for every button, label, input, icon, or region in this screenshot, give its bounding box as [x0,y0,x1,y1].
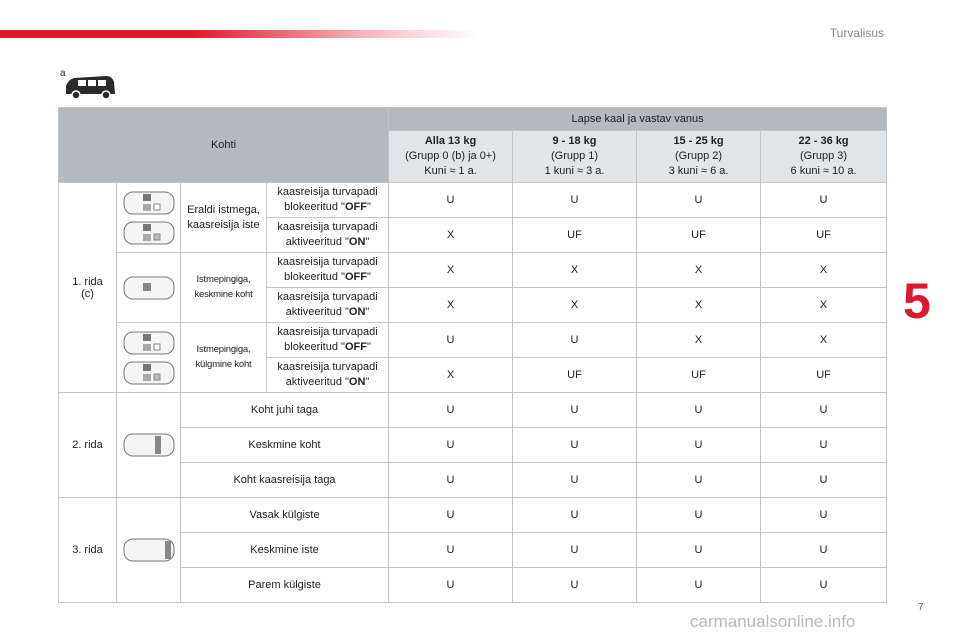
cell: X [389,253,513,288]
cell: U [513,183,637,218]
cell: U [761,183,887,218]
cell: U [761,428,887,463]
seat-label: Parem külgiste [181,568,389,603]
seat-label: Koht juhi taga [181,393,389,428]
seat-c-label: Istmepingiga, külgmine koht [181,323,267,393]
cell: U [513,568,637,603]
cell: X [637,323,761,358]
airbag-on-label: kaasreisija turvapadi aktiveeritud "ON" [267,358,389,393]
cell: U [389,323,513,358]
cell: UF [513,218,637,253]
cell: UF [637,358,761,393]
cell: U [637,428,761,463]
column-header-2: 15 - 25 kg (Grupp 2) 3 kuni ≈ 6 a. [637,131,761,183]
seat-label: Koht kaasreisija taga [181,463,389,498]
column-header-1: 9 - 18 kg (Grupp 1) 1 kuni ≈ 3 a. [513,131,637,183]
airbag-on-label: kaasreisija turvapadi aktiveeritud "ON" [267,288,389,323]
cell: U [637,183,761,218]
seat-label: Keskmine iste [181,533,389,568]
cell: X [637,288,761,323]
watermark: carmanualsonline.info [690,612,856,631]
group-header: Lapse kaal ja vastav vanus [389,108,887,131]
cell: U [637,463,761,498]
seat-b-label: Istmepingiga, keskmine koht [181,253,267,323]
seat-a-label: Eraldi istmega, kaasreisija iste [181,183,267,253]
front-seat-airbag-off-icon [123,189,175,217]
top-accent-bar [0,30,480,38]
cell: X [513,253,637,288]
row-label-1: 1. rida (c) [59,183,117,393]
seat-diagram-bench-middle [117,253,181,323]
cell: X [389,358,513,393]
cell: U [513,393,637,428]
cell: U [513,323,637,358]
cell: U [761,393,887,428]
cell: UF [761,218,887,253]
vehicle-mark [58,68,118,102]
cell: UF [761,358,887,393]
cell: U [761,463,887,498]
bench-side-airbag-off-icon [123,329,175,357]
cell: U [637,393,761,428]
seat-diagram-row3 [117,498,181,603]
seat-diagram-row2 [117,393,181,498]
column-header-0: Alla 13 kg (Grupp 0 (b) ja 0+) Kuni ≈ 1 a. [389,131,513,183]
cell: U [389,533,513,568]
cell: U [389,428,513,463]
bench-middle-seat-icon [123,274,175,302]
vehicle-mark-letter: a [60,68,66,79]
seat-label: Keskmine koht [181,428,389,463]
cell: U [389,568,513,603]
cell: UF [637,218,761,253]
cell: U [389,498,513,533]
airbag-off-label: kaasreisija turvapadi blokeeritud "OFF" [267,323,389,358]
seat-label: Vasak külgiste [181,498,389,533]
cell: U [761,498,887,533]
cell: U [513,428,637,463]
cell: U [513,463,637,498]
airbag-on-label: kaasreisija turvapadi aktiveeritud "ON" [267,218,389,253]
cell: X [637,253,761,288]
column-header-3: 22 - 36 kg (Grupp 3) 6 kuni ≈ 10 a. [761,131,887,183]
row3-seat-icon [123,536,175,564]
row-label-2: 2. rida [59,393,117,498]
kohti-header: Kohti [59,108,389,183]
airbag-off-label: kaasreisija turvapadi blokeeritud "OFF" [267,253,389,288]
page-number: 7 [918,602,924,613]
child-seat-table [58,107,887,603]
cell: U [637,498,761,533]
cell: UF [513,358,637,393]
cell: X [761,288,887,323]
cell: U [761,568,887,603]
chapter-number: 5 [903,273,931,329]
row2-seat-icon [123,431,175,459]
cell: X [761,323,887,358]
cell: U [389,183,513,218]
van-icon [62,72,118,102]
airbag-off-label: kaasreisija turvapadi blokeeritud "OFF" [267,183,389,218]
cell: X [761,253,887,288]
cell: U [389,463,513,498]
cell: U [637,568,761,603]
cell: U [761,533,887,568]
section-title: Turvalisus [829,26,884,40]
cell: U [513,498,637,533]
bench-side-airbag-on-icon [123,359,175,387]
seat-diagram-front-passenger [117,183,181,253]
cell: U [637,533,761,568]
cell: U [389,393,513,428]
cell: U [513,533,637,568]
cell: X [389,288,513,323]
cell: X [389,218,513,253]
front-seat-airbag-on-icon [123,219,175,247]
cell: X [513,288,637,323]
seat-diagram-bench-side [117,323,181,393]
row-label-3: 3. rida [59,498,117,603]
